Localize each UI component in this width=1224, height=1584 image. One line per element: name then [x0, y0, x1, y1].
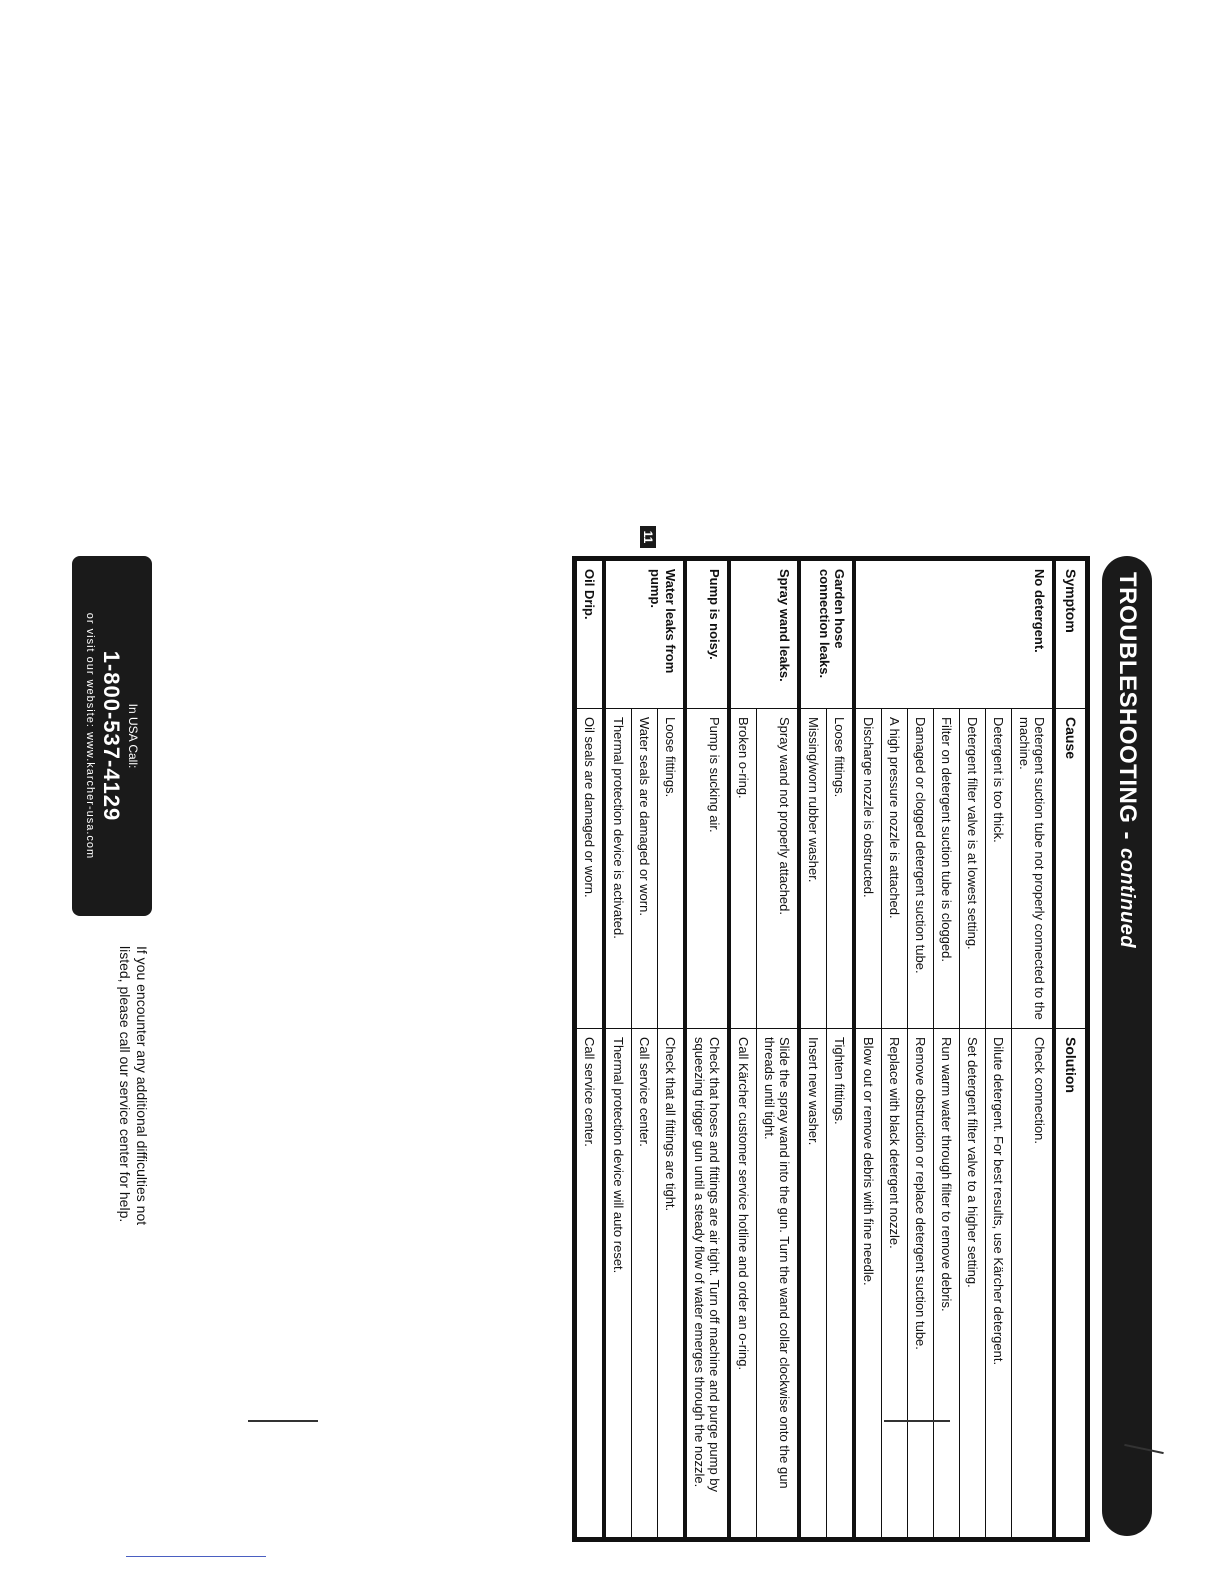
- solution-cell: Call Kärcher customer service hotline and order an o-ring.: [729, 1029, 757, 1540]
- column-header-symptom: Symptom: [1054, 559, 1088, 709]
- table-body: [575, 559, 1055, 1540]
- contact-label: In USA Call:: [126, 703, 140, 769]
- rotated-page: [72, 530, 1152, 1556]
- solution-cell: Check that hoses and fittings are air tight. Turn off machine and purge pump by squeezing trigger gun until a steady flow of water emerges through the nozzle.: [685, 1029, 729, 1540]
- banner-title: TROUBLESHOOTING: [1114, 572, 1141, 824]
- symptom-cell: No detergent.: [854, 559, 1054, 709]
- cause-cell: Water seals are damaged or worn.: [632, 709, 658, 1029]
- contact-box: [72, 556, 152, 916]
- solution-cell: Insert new washer.: [799, 1029, 827, 1540]
- cause-cell: Loose fittings.: [658, 709, 686, 1029]
- cause-cell: Loose fittings.: [827, 709, 855, 1029]
- table-row: [685, 559, 729, 1540]
- contact-phone: 1-800-537-4129: [99, 650, 124, 822]
- cause-cell: Filter on detergent suction tube is clogged.: [934, 709, 960, 1029]
- page-number: 11: [640, 526, 656, 548]
- symptom-cell: Garden hose connection leaks.: [799, 559, 854, 709]
- symptom-cell: Water leaks from pump.: [604, 559, 685, 709]
- cause-cell: Detergent filter valve is at lowest setting.: [960, 709, 986, 1029]
- cause-cell: Missing/worn rubber washer.: [799, 709, 827, 1029]
- solution-cell: Set detergent filter valve to a higher setting.: [960, 1029, 986, 1540]
- symptom-cell: Spray wand leaks.: [729, 559, 799, 709]
- cause-cell: Broken o-ring.: [729, 709, 757, 1029]
- solution-cell: Thermal protection device will auto reset.: [604, 1029, 632, 1540]
- footer-rule: [126, 1556, 266, 1557]
- solution-cell: Check connection.: [1012, 1029, 1055, 1540]
- table-row: [1012, 559, 1055, 1540]
- scan-mark: [248, 1420, 318, 1422]
- solution-cell: Slide the spray wand into the gun. Turn the wand collar clockwise onto the gun threads until tight.: [757, 1029, 800, 1540]
- table-row: [658, 559, 686, 1540]
- column-header-cause: Cause: [1054, 709, 1088, 1029]
- column-header-solution: Solution: [1054, 1029, 1088, 1540]
- cause-cell: Detergent suction tube not properly connected to the machine.: [1012, 709, 1055, 1029]
- solution-cell: Check that all fittings are tight.: [658, 1029, 686, 1540]
- solution-cell: Dilute detergent. For best results, use Kärcher detergent.: [986, 1029, 1012, 1540]
- cause-cell: Oil seals are damaged or worn.: [575, 709, 605, 1029]
- solution-cell: Blow out or remove debris with fine needle.: [854, 1029, 882, 1540]
- solution-cell: Remove obstruction or replace detergent suction tube.: [908, 1029, 934, 1540]
- solution-cell: Tighten fittings.: [827, 1029, 855, 1540]
- scan-mark: [884, 1420, 950, 1422]
- banner-continued: continued: [1116, 848, 1139, 949]
- troubleshooting-table: [572, 556, 1090, 1542]
- table-row: [575, 559, 605, 1540]
- section-banner: [1102, 556, 1152, 1536]
- cause-cell: A high pressure nozzle is attached.: [882, 709, 908, 1029]
- banner-separator: -: [1114, 831, 1141, 840]
- solution-cell: Run warm water through filter to remove debris.: [934, 1029, 960, 1540]
- cause-cell: Spray wand not properly attached.: [757, 709, 800, 1029]
- cause-cell: Damaged or clogged detergent suction tube.: [908, 709, 934, 1029]
- contact-website: or visit our website: www.karcher-usa.com: [84, 612, 96, 860]
- cause-cell: Thermal protection device is activated.: [604, 709, 632, 1029]
- table-row: [757, 559, 800, 1540]
- solution-cell: Replace with black detergent nozzle.: [882, 1029, 908, 1540]
- help-note: If you encounter any additional difficulties not listed, please call our service center for help.: [117, 946, 150, 1226]
- table-header-row: [1054, 559, 1088, 1540]
- symptom-cell: Oil Drip.: [575, 559, 605, 709]
- cause-cell: Detergent is too thick.: [986, 709, 1012, 1029]
- cause-cell: Discharge nozzle is obstructed.: [854, 709, 882, 1029]
- symptom-cell: Pump is noisy.: [685, 559, 729, 709]
- solution-cell: Call service center.: [575, 1029, 605, 1540]
- table-row: [827, 559, 855, 1540]
- cause-cell: Pump is sucking air.: [685, 709, 729, 1029]
- solution-cell: Call service center.: [632, 1029, 658, 1540]
